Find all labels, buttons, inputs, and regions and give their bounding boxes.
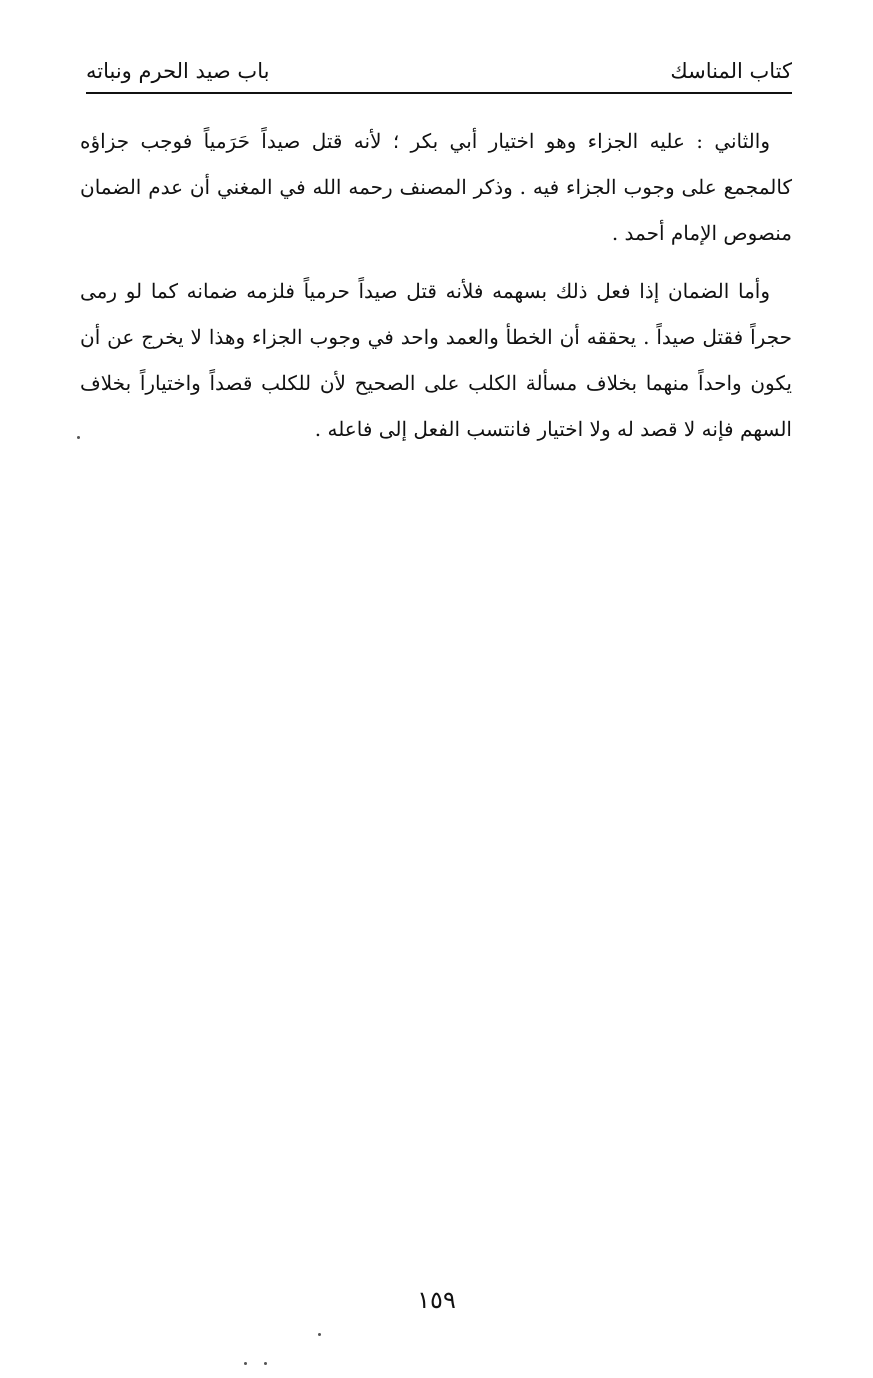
scan-speck: [264, 1362, 267, 1365]
book-title: كتاب المناسك: [670, 59, 792, 83]
scan-speck: [244, 1362, 247, 1365]
running-header: [86, 52, 792, 90]
chapter-title: باب صيد الحرم ونباته: [86, 59, 270, 83]
header-rule: [86, 92, 792, 94]
page-number: ١٥٩: [417, 1286, 456, 1314]
paragraph-2: وأما الضمان إذا فعل ذلك بسهمه فلأنه قتل صيداً حرمياً فلزمه ضمانه كما لو رمى حجراً فقتل صيداً . يحققه أن الخطأ والعمد واحد في وجوب الجزاء وهذا لا يخرج عن أن يكون واحداً منهما بخلاف مسألة الكلب على الصحيح لأن للكلب قصداً واختياراً بخلاف السهم فإنه لا قصد له ولا اختيار فانتسب الفعل إلى فاعله .: [80, 279, 792, 441]
scan-speck: [77, 436, 80, 439]
paragraph-1: والثاني : عليه الجزاء وهو اختيار أبي بكر ؛ لأنه قتل صيداً حَرَمياً فوجب جزاؤه كالمجمع على وجوب الجزاء فيه . وذكر المصنف رحمه الله في المغني أن عدم الضمان منصوص الإمام أحمد .: [80, 129, 792, 245]
scan-speck: [318, 1333, 321, 1336]
body-text: [80, 118, 792, 452]
